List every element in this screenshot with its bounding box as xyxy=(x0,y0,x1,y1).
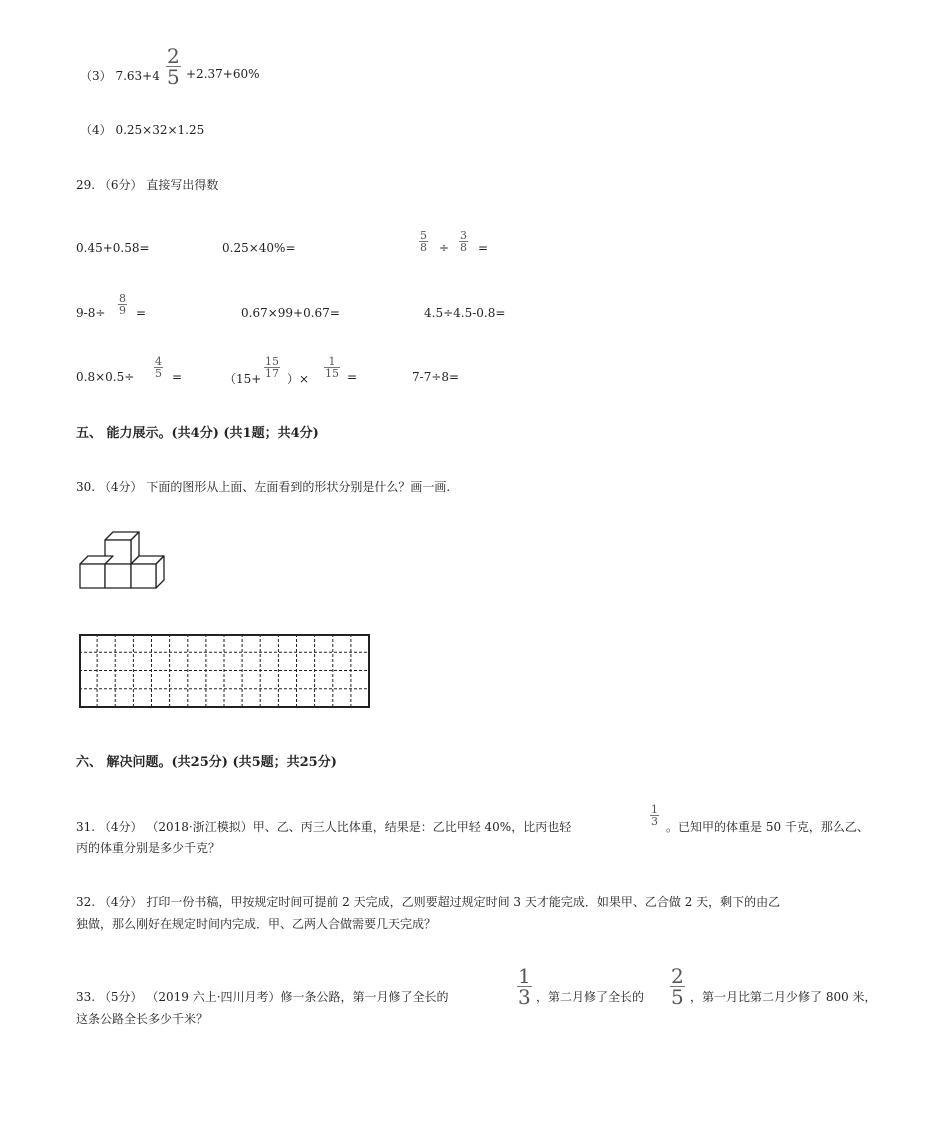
fraction-denominator: 5 xyxy=(155,367,162,380)
q29-r1-c-eq: = xyxy=(478,241,489,255)
q28-item4: （4） 0.25×32×1.25 xyxy=(80,123,205,137)
fraction-numerator: 1 xyxy=(518,964,531,988)
fraction-denominator: 3 xyxy=(651,815,658,828)
q29-r1-b: 0.25×40%= xyxy=(222,241,296,255)
q29-r3-c: 7-7÷8= xyxy=(412,370,460,384)
q29-r2-c: 4.5÷4.5-0.8= xyxy=(424,306,506,320)
q33-part2: ，第二月修了全长的 xyxy=(536,990,645,1004)
fraction-numerator: 2 xyxy=(671,964,684,988)
q31-part2: 。已知甲的体重是 50 千克，那么乙、 xyxy=(666,820,869,834)
q29-r2-b: 0.67×99+0.67= xyxy=(241,306,340,320)
fraction-denominator: 5 xyxy=(671,985,684,1009)
q29-r3-a-eq: = xyxy=(172,370,183,384)
q29-r3-b-open: （15+ xyxy=(224,372,262,386)
q29-r3-a-frac xyxy=(154,356,163,379)
q33-part3: ，第一月比第二月少修了 800 米， xyxy=(690,990,877,1004)
q28-item3-prefix: （3） 7.63+4 xyxy=(80,69,160,83)
q29-r1-c-op: ÷ xyxy=(439,241,450,255)
q28-item3 xyxy=(80,67,160,84)
q31-fraction xyxy=(650,804,659,827)
q29-r3-b-close: ）× xyxy=(287,372,310,386)
q32-line1: 32. （4分） 打印一份书稿，甲按规定时间可提前 2 天完成，乙则要超过规定时间 3 天才能完成．如果甲、乙合做 2 天，剩下的由乙 xyxy=(76,895,781,909)
section-6-title: 六、 解决问题。(共25分) (共5题；共25分) xyxy=(76,755,337,770)
q31-part1: 31. （4分） （2018·浙江模拟）甲、乙、丙三人比体重，结果是：乙比甲轻 40%，比丙也轻 xyxy=(76,820,572,834)
q33-fraction-2 xyxy=(670,966,685,1007)
q33-line2: 这条公路全长多少千米？ xyxy=(76,1012,209,1026)
fraction-denominator: 17 xyxy=(265,367,279,380)
fraction-denominator: 9 xyxy=(119,304,126,317)
q29-r3-a-prefix: 0.8×0.5÷ xyxy=(76,370,135,384)
q29-r2-a-eq: = xyxy=(136,306,147,320)
fraction-numerator: 2 xyxy=(167,44,180,68)
q29-title: 29. （6分） 直接写出得数 xyxy=(76,178,219,192)
cube-stack-figure xyxy=(76,528,176,596)
q33-fraction-1 xyxy=(517,966,532,1007)
fraction-numerator: 8 xyxy=(119,292,126,305)
fraction-numerator: 3 xyxy=(460,229,467,242)
fraction-numerator: 1 xyxy=(651,803,658,816)
q31-line2: 丙的体重分别是多少千克？ xyxy=(76,841,221,855)
fraction-numerator: 4 xyxy=(155,355,162,368)
fraction-denominator: 8 xyxy=(460,241,467,254)
q28-item3-suffix: +2.37+60% xyxy=(186,67,260,81)
section-5-title: 五、 能力展示。(共4分) (共1题；共4分) xyxy=(76,426,319,441)
q29-r2-a-prefix: 9-8÷ xyxy=(76,306,106,320)
q33-part1: 33. （5分） （2019 六上·四川月考）修一条公路，第一月修了全长的 xyxy=(76,990,449,1004)
fraction-denominator: 5 xyxy=(167,65,180,89)
fraction-numerator: 15 xyxy=(265,355,279,368)
q29-r1-c-frac2 xyxy=(459,230,468,253)
cube-front-face xyxy=(80,564,105,588)
q28-item3-fraction xyxy=(166,46,181,87)
q29-r1-c-frac1 xyxy=(419,230,428,253)
q29-r2-a-frac xyxy=(118,293,127,316)
q29-r3-b-frac2 xyxy=(324,356,340,379)
q29-r1-a: 0.45+0.58= xyxy=(76,241,150,255)
cube-front-face xyxy=(105,564,131,588)
fraction-numerator: 5 xyxy=(420,229,427,242)
fraction-numerator: 1 xyxy=(328,355,336,368)
q29-r3-b-eq: = xyxy=(347,370,358,384)
fraction-denominator: 8 xyxy=(420,241,427,254)
fraction-denominator: 15 xyxy=(325,367,339,380)
cube-front-face xyxy=(131,564,156,588)
drawing-grid[interactable] xyxy=(79,634,371,710)
q30-text: 30. （4分） 下面的图形从上面、左面看到的形状分别是什么？画一画. xyxy=(76,480,451,494)
q29-r3-b-frac1 xyxy=(264,356,280,379)
q32-line2: 独做，那么刚好在规定时间内完成．甲、乙两人合做需要几天完成？ xyxy=(76,917,437,931)
fraction-denominator: 3 xyxy=(518,985,531,1009)
